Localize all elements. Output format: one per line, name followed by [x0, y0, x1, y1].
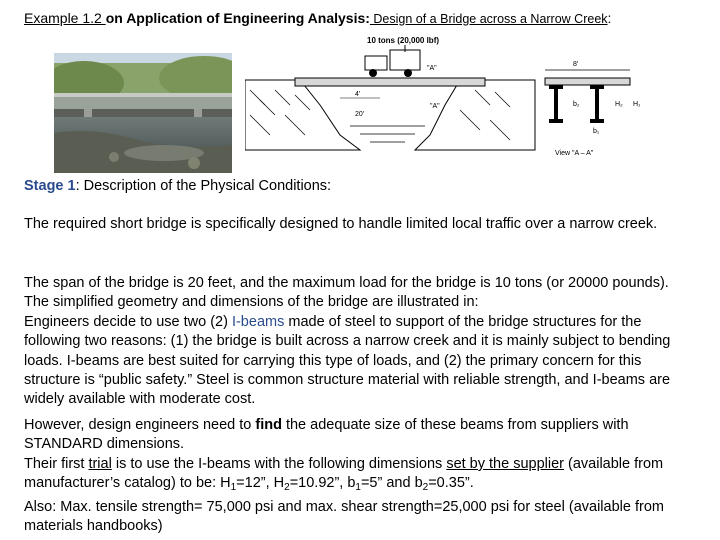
paragraph-2: [24, 274, 694, 410]
stage-heading: [24, 178, 331, 194]
para2-line2b: made of steel to support of the bridge structures for the following two reasons: (1) the bridge is built across a narrow creek and it is mainly subject to bending loads. I-beams are best suited for carrying this type of loads, and (2) the primary concern for this structure is “public safety.” Steel is common structure material with reliable strength, and I-beams are widely available with moderate cost.: [24, 313, 671, 408]
view-label: View "A – A": [555, 150, 594, 157]
sub-4: 2: [422, 482, 429, 494]
stage-text: : Description of the Physical Conditions:: [75, 178, 332, 194]
para3-j: Also: Max. tensile strength= 75,000 psi and max. shear strength=25,000 psi for steel (available from materials handbooks): [24, 498, 664, 535]
span-4-label: 4': [355, 91, 361, 98]
find-text: find: [255, 417, 282, 433]
para3-g: =10.92”, b: [289, 475, 356, 492]
para3-h: =5” and b: [360, 475, 423, 492]
para3-f: =12”, H: [236, 475, 285, 492]
example-label: Example 1.2: [24, 10, 106, 26]
para3-d: is to use the I-beams with the following dimensions: [111, 455, 447, 472]
title-bold: on Application of Engineering Analysis:: [105, 10, 370, 26]
trial-text: trial: [88, 455, 112, 472]
h1-label: H₁: [633, 101, 641, 108]
bridge-diagram: [245, 30, 645, 162]
para3-e: (available from manufacturer’s catalog) to be: H: [24, 455, 664, 492]
i-beam-left: [549, 85, 563, 123]
paragraph-1: The required short bridge is specifically designed to handle limited local traffic over a narrow creek.: [24, 216, 658, 232]
stage-label: Stage 1: [24, 178, 76, 194]
bridge-photo: [54, 53, 232, 173]
para3-c: Their first: [24, 455, 89, 472]
width-8-label: 8': [573, 61, 579, 68]
sub-2: 2: [284, 482, 290, 494]
sub-1: 1: [230, 482, 237, 494]
para3-b: the adequate size of these beams from suppliers with STANDARD dimensions.: [24, 417, 629, 453]
section-mark-a-top: "A": [427, 65, 437, 72]
i-beam-right: [590, 85, 604, 123]
para3-i: =0.35”.: [428, 475, 474, 492]
load-label: 10 tons (20,000 lbf): [367, 36, 440, 45]
sub-3: 1: [355, 482, 361, 494]
span-20-label: 20': [355, 111, 365, 118]
para2-line1: The span of the bridge is 20 feet, and the maximum load for the bridge is 10 tons (or 20000 pounds). The simplified geometry and dimensions of the bridge are illustrated in:: [24, 275, 669, 311]
title-design: Design of a Bridge across a Narrow Creek: [369, 12, 608, 26]
para2-line2a: Engineers decide to use two (2): [24, 313, 232, 330]
h2-label: H₂: [615, 101, 623, 108]
title-colon: :: [607, 10, 612, 26]
paragraph-3: [24, 416, 694, 536]
supplier-text: set by the supplier: [446, 455, 564, 472]
truck-icon: [365, 45, 420, 77]
b1-label: b₁: [593, 128, 600, 135]
para3-a: However, design engineers need to: [24, 417, 256, 433]
section-mark-a-bottom: "A": [430, 103, 440, 110]
ibeams-text: I-beams: [231, 313, 285, 330]
b2-label: b₂: [573, 101, 580, 108]
page-title: [24, 10, 611, 26]
